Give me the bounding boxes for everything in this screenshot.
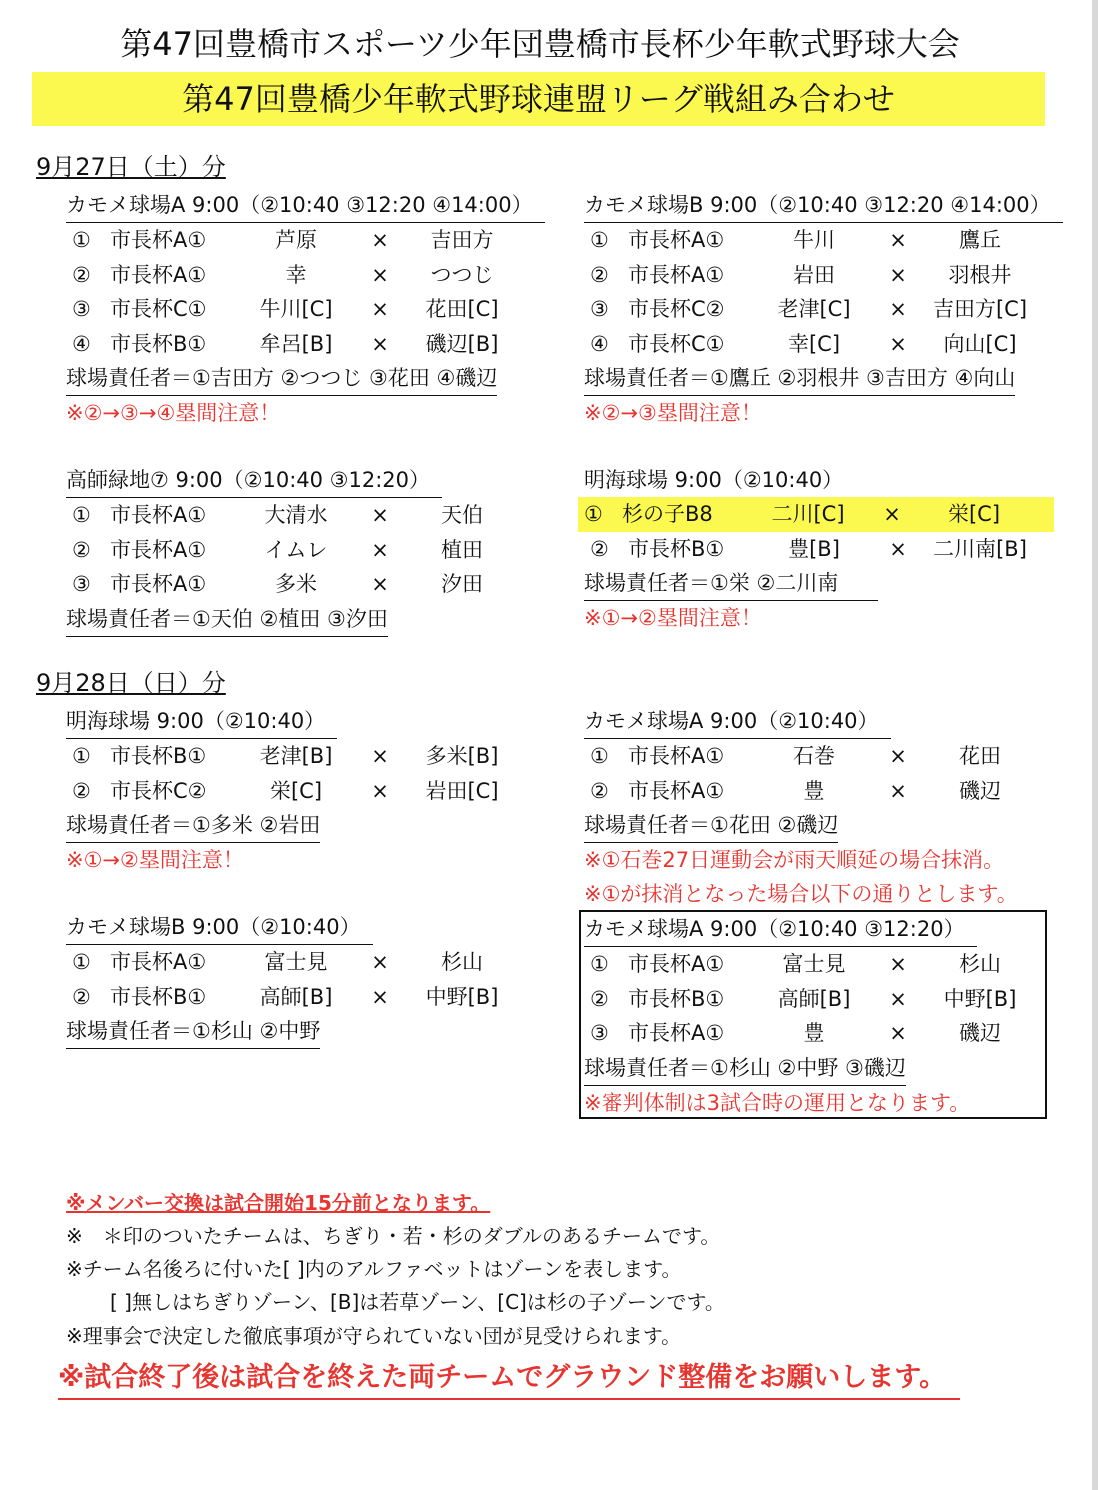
caution-note: ※①→②塁間注意！ bbox=[66, 848, 244, 872]
field-manager: 球場責任者＝①多米 ②岩田 bbox=[66, 808, 320, 843]
venue-title: カモメ球場A 9:00（②10:40 ③12:20 ④14:00） bbox=[66, 188, 545, 223]
match-row: ② 市長杯C② 栄[C] × 岩田[C] bbox=[72, 778, 499, 803]
date-heading-day1: 9月27日（土）分 bbox=[36, 153, 226, 181]
field-manager: 球場責任者＝①杉山 ②中野 ③磯辺 bbox=[584, 1051, 906, 1086]
venue-block-kamome-b-day2 bbox=[66, 910, 536, 1049]
footer-zone-legend: [ ]無しはちぎりゾーン、[B]は若草ゾーン、[C]は杉の子ゾーンです。 bbox=[110, 1290, 725, 1314]
field-manager: 球場責任者＝①杉山 ②中野 bbox=[66, 1014, 320, 1049]
caution-note: ※②→③→④塁間注意！ bbox=[66, 401, 281, 425]
page-title: 第47回豊橋市スポーツ少年団豊橋市長杯少年軟式野球大会 bbox=[120, 25, 960, 63]
venue-block-kamome-b-day1 bbox=[584, 188, 1054, 430]
match-row: ② 市長杯A① イムレ × 植田 bbox=[72, 537, 483, 562]
caution-note: ※①→②塁間注意！ bbox=[584, 606, 762, 630]
venue-block-meikai-day2 bbox=[66, 704, 536, 877]
caution-note: ※②→③塁間注意！ bbox=[584, 401, 762, 425]
match-row: ① 市長杯A① 石巻 × 花田 bbox=[590, 744, 1001, 768]
page-subtitle: 第47回豊橋少年軟式野球連盟リーグ戦組み合わせ bbox=[32, 72, 1045, 126]
field-manager: 球場責任者＝①吉田方 ②つつじ ③花田 ④磯辺 bbox=[66, 361, 497, 396]
match-row: ③ 市長杯A① 多米 × 汐田 bbox=[72, 572, 483, 596]
field-manager: 球場責任者＝①鷹丘 ②羽根井 ③吉田方 ④向山 bbox=[584, 361, 1015, 396]
match-row: ② 市長杯B① 豊[B] × 二川南[B] bbox=[590, 536, 1027, 561]
footer-zone-note: ※チーム名後ろに付いた[ ]内のアルファベットはゾーンを表します。 bbox=[66, 1257, 682, 1281]
footer-double-note: ※ ＊印のついたチームは、ちぎり・若・杉のダブルのあるチームです。 bbox=[66, 1224, 721, 1248]
match-row: ④ 市長杯B① 牟呂[B] × 磯辺[B] bbox=[72, 331, 499, 356]
match-row: ② 市長杯A① 幸 × つつじ bbox=[72, 262, 494, 287]
venue-title: 高師緑地⑦ 9:00（②10:40 ③12:20） bbox=[66, 463, 442, 498]
page-edge bbox=[1092, 0, 1098, 1490]
match-row: ② 市長杯B① 高師[B] × 中野[B] bbox=[72, 984, 499, 1009]
venue-title: カモメ球場A 9:00（②10:40） bbox=[584, 704, 891, 739]
caution-note: ※審判体制は3試合時の運用となります。 bbox=[584, 1090, 971, 1115]
venue-title: カモメ球場A 9:00（②10:40 ③12:20） bbox=[584, 912, 977, 947]
match-row: ③ 市長杯C① 牛川[C] × 花田[C] bbox=[72, 297, 499, 321]
field-manager: 球場責任者＝①栄 ②二川南 bbox=[584, 566, 878, 601]
venue-title: カモメ球場B 9:00（②10:40 ③12:20 ④14:00） bbox=[584, 188, 1063, 223]
field-manager: 球場責任者＝①花田 ②磯辺 bbox=[584, 808, 838, 843]
venue-block-takashi-day1 bbox=[66, 463, 536, 637]
venue-title: 明海球場 9:00（②10:40） bbox=[66, 704, 337, 739]
venue-block-kamome-a-day2 bbox=[584, 704, 1054, 911]
match-row: ③ 市長杯A① 豊 × 磯辺 bbox=[590, 1021, 1001, 1045]
footer-ground-maintenance: ※試合終了後は試合を終えた両チームでグラウンド整備をお願いします。 bbox=[58, 1358, 960, 1400]
alternate-schedule-box bbox=[579, 910, 1047, 1119]
match-row: ③ 市長杯C② 老津[C] × 吉田方[C] bbox=[590, 297, 1028, 321]
match-row: ① 市長杯B① 老津[B] × 多米[B] bbox=[72, 744, 499, 768]
venue-block-kamome-a-day1 bbox=[66, 188, 536, 430]
caution-note: ※①石巻27日運動会が雨天順延の場合抹消。 bbox=[584, 848, 1005, 872]
match-row: ① 市長杯A① 富士見 × 杉山 bbox=[590, 952, 1001, 976]
match-row: ① 市長杯A① 大清水 × 天伯 bbox=[72, 503, 483, 527]
match-row: ① 市長杯A① 芦原 × 吉田方 bbox=[72, 228, 494, 252]
venue-title: カモメ球場B 9:00（②10:40） bbox=[66, 910, 373, 945]
match-row: ② 市長杯B① 高師[B] × 中野[B] bbox=[590, 986, 1017, 1011]
match-row: ② 市長杯A① 岩田 × 羽根井 bbox=[590, 262, 1012, 287]
venue-title: 明海球場 9:00（②10:40） bbox=[584, 468, 844, 492]
date-heading-day2: 9月28日（日）分 bbox=[36, 669, 226, 697]
venue-block-meikai-day1 bbox=[584, 463, 1054, 635]
field-manager: 球場責任者＝①天伯 ②植田 ③汐田 bbox=[66, 602, 388, 637]
venue-block-alt bbox=[584, 912, 1054, 1120]
caution-note: ※①が抹消となった場合以下の通りとします。 bbox=[584, 882, 1018, 906]
match-row: ① 市長杯A① 牛川 × 鷹丘 bbox=[590, 228, 1001, 252]
footer-board-note: ※理事会で決定した徹底事項が守られていない団が見受けられます。 bbox=[66, 1324, 682, 1348]
match-row: ② 市長杯A① 豊 × 磯辺 bbox=[590, 778, 1001, 803]
match-row: ④ 市長杯C① 幸[C] × 向山[C] bbox=[590, 331, 1017, 356]
match-row-highlighted: ① 杉の子B8 二川[C] × 栄[C] bbox=[578, 497, 1054, 532]
footer-member-exchange: ※メンバー交換は試合開始15分前となります。 bbox=[66, 1191, 491, 1215]
match-row: ① 市長杯A① 富士見 × 杉山 bbox=[72, 950, 483, 974]
